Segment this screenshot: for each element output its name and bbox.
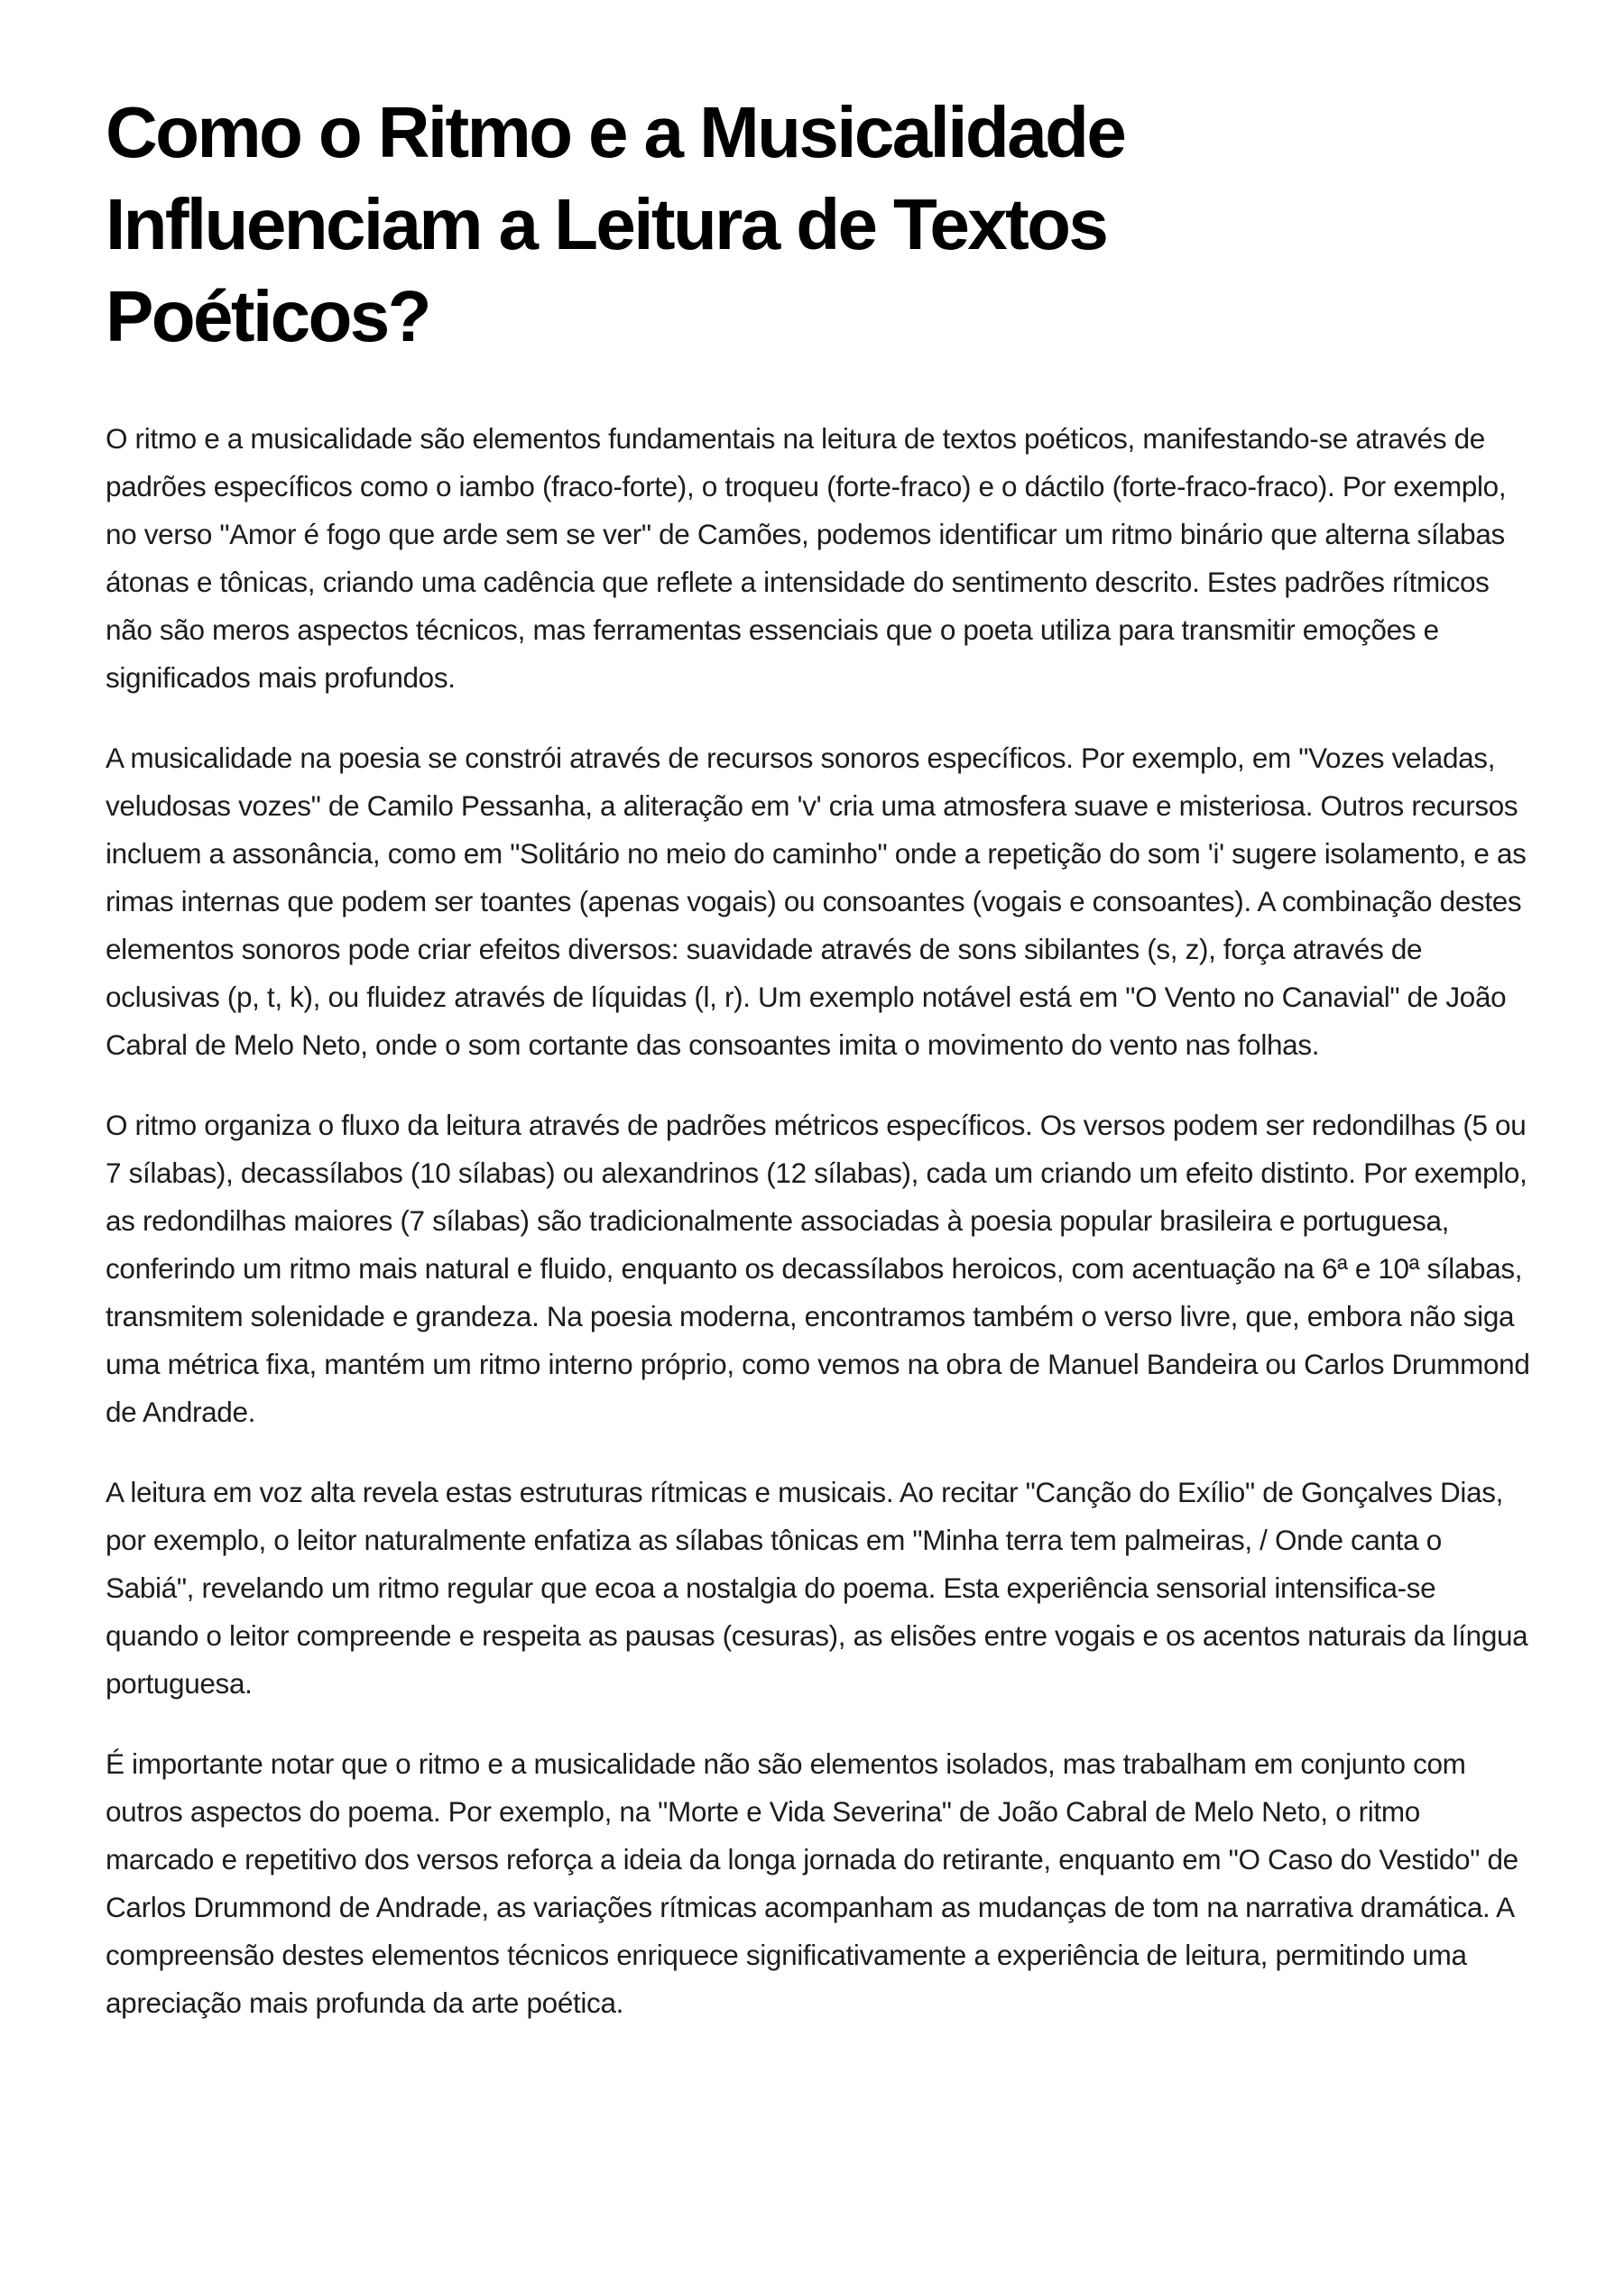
paragraph-3: O ritmo organiza o fluxo da leitura através de padrões métricos específicos. Os versos podem ser redondilhas (5 ou 7 sílabas), decassílabos (10 sílabas) ou alexandrinos (12 sílabas), cada um criando um efeito distinto. Por exemplo, as redondilhas maiores (7 sílabas) são tradicionalmente associadas à poesia popular brasileira e portuguesa, conferindo um ritmo mais natural e fluido, enquanto os decassílabos heroicos, com acentuação na 6ª e 10ª sílabas, transmitem solenidade e grandeza. Na poesia moderna, encontramos também o verso livre, que, embora não siga uma métrica fixa, mantém um ritmo interno próprio, como vemos na obra de Manuel Bandeira ou Carlos Drummond de Andrade. (106, 1109, 1530, 1428)
paragraph-5: É importante notar que o ritmo e a musicalidade não são elementos isolados, mas trabalham em conjunto com outros aspectos do poema. Por exemplo, na "Morte e Vida Severina" de João Cabral de Melo Neto, o ritmo marcado e repetitivo dos versos reforça a ideia da longa jornada do retirante, enquanto em "O Caso do Vestido" de Carlos Drummond de Andrade, as variações rítmicas acompanham as mudanças de tom na narrativa dramática. A compreensão destes elementos técnicos enriquece significativamente a experiência de leitura, permitindo uma apreciação mais profunda da arte poética. (106, 1747, 1518, 2019)
article-body (106, 415, 1531, 2027)
paragraph-4: A leitura em voz alta revela estas estruturas rítmicas e musicais. Ao recitar "Canção do Exílio" de Gonçalves Dias, por exemplo, o leitor naturalmente enfatiza as sílabas tônicas em "Minha terra tem palmeiras, / Onde canta o Sabiá", revelando um ritmo regular que ecoa a nostalgia do poema. Esta experiência sensorial intensifica-se quando o leitor compreende e respeita as pausas (cesuras), as elisões entre vogais e os acentos naturais da língua portuguesa. (106, 1476, 1528, 1700)
paragraph-2: A musicalidade na poesia se constrói através de recursos sonoros específicos. Por exemplo, em "Vozes veladas, veludosas vozes" de Camilo Pessanha, a aliteração em 'v' cria uma atmosfera suave e misteriosa. Outros recursos incluem a assonância, como em "Solitário no meio do caminho" onde a repetição do som 'i' sugere isolamento, e as rimas internas que podem ser toantes (apenas vogais) ou consoantes (vogais e consoantes). A combinação destes elementos sonoros pode criar efeitos diversos: suavidade através de sons sibilantes (s, z), força através de oclusivas (p, t, k), ou fluidez através de líquidas (l, r). Um exemplo notável está em "O Vento no Canavial" de João Cabral de Melo Neto, onde o som cortante das consoantes imita o movimento do vento nas folhas. (106, 742, 1527, 1061)
paragraph-1: O ritmo e a musicalidade são elementos fundamentais na leitura de textos poéticos, manifestando-se através de padrões específicos como o iambo (fraco-forte), o troqueu (forte-fraco) e o dáctilo (forte-fraco-fraco). Por exemplo, no verso "Amor é fogo que arde sem se ver" de Camões, podemos identificar um ritmo binário que alterna sílabas átonas e tônicas, criando uma cadência que reflete a intensidade do sentimento descrito. Estes padrões rítmicos não são meros aspectos técnicos, mas ferramentas essenciais que o poeta utiliza para transmitir emoções e significados mais profundos. (106, 422, 1507, 694)
page-title: Como o Ritmo e a Musicalidade Influenciam a Leitura de Textos Poéticos? (106, 92, 1125, 356)
document-page (106, 87, 1531, 2060)
